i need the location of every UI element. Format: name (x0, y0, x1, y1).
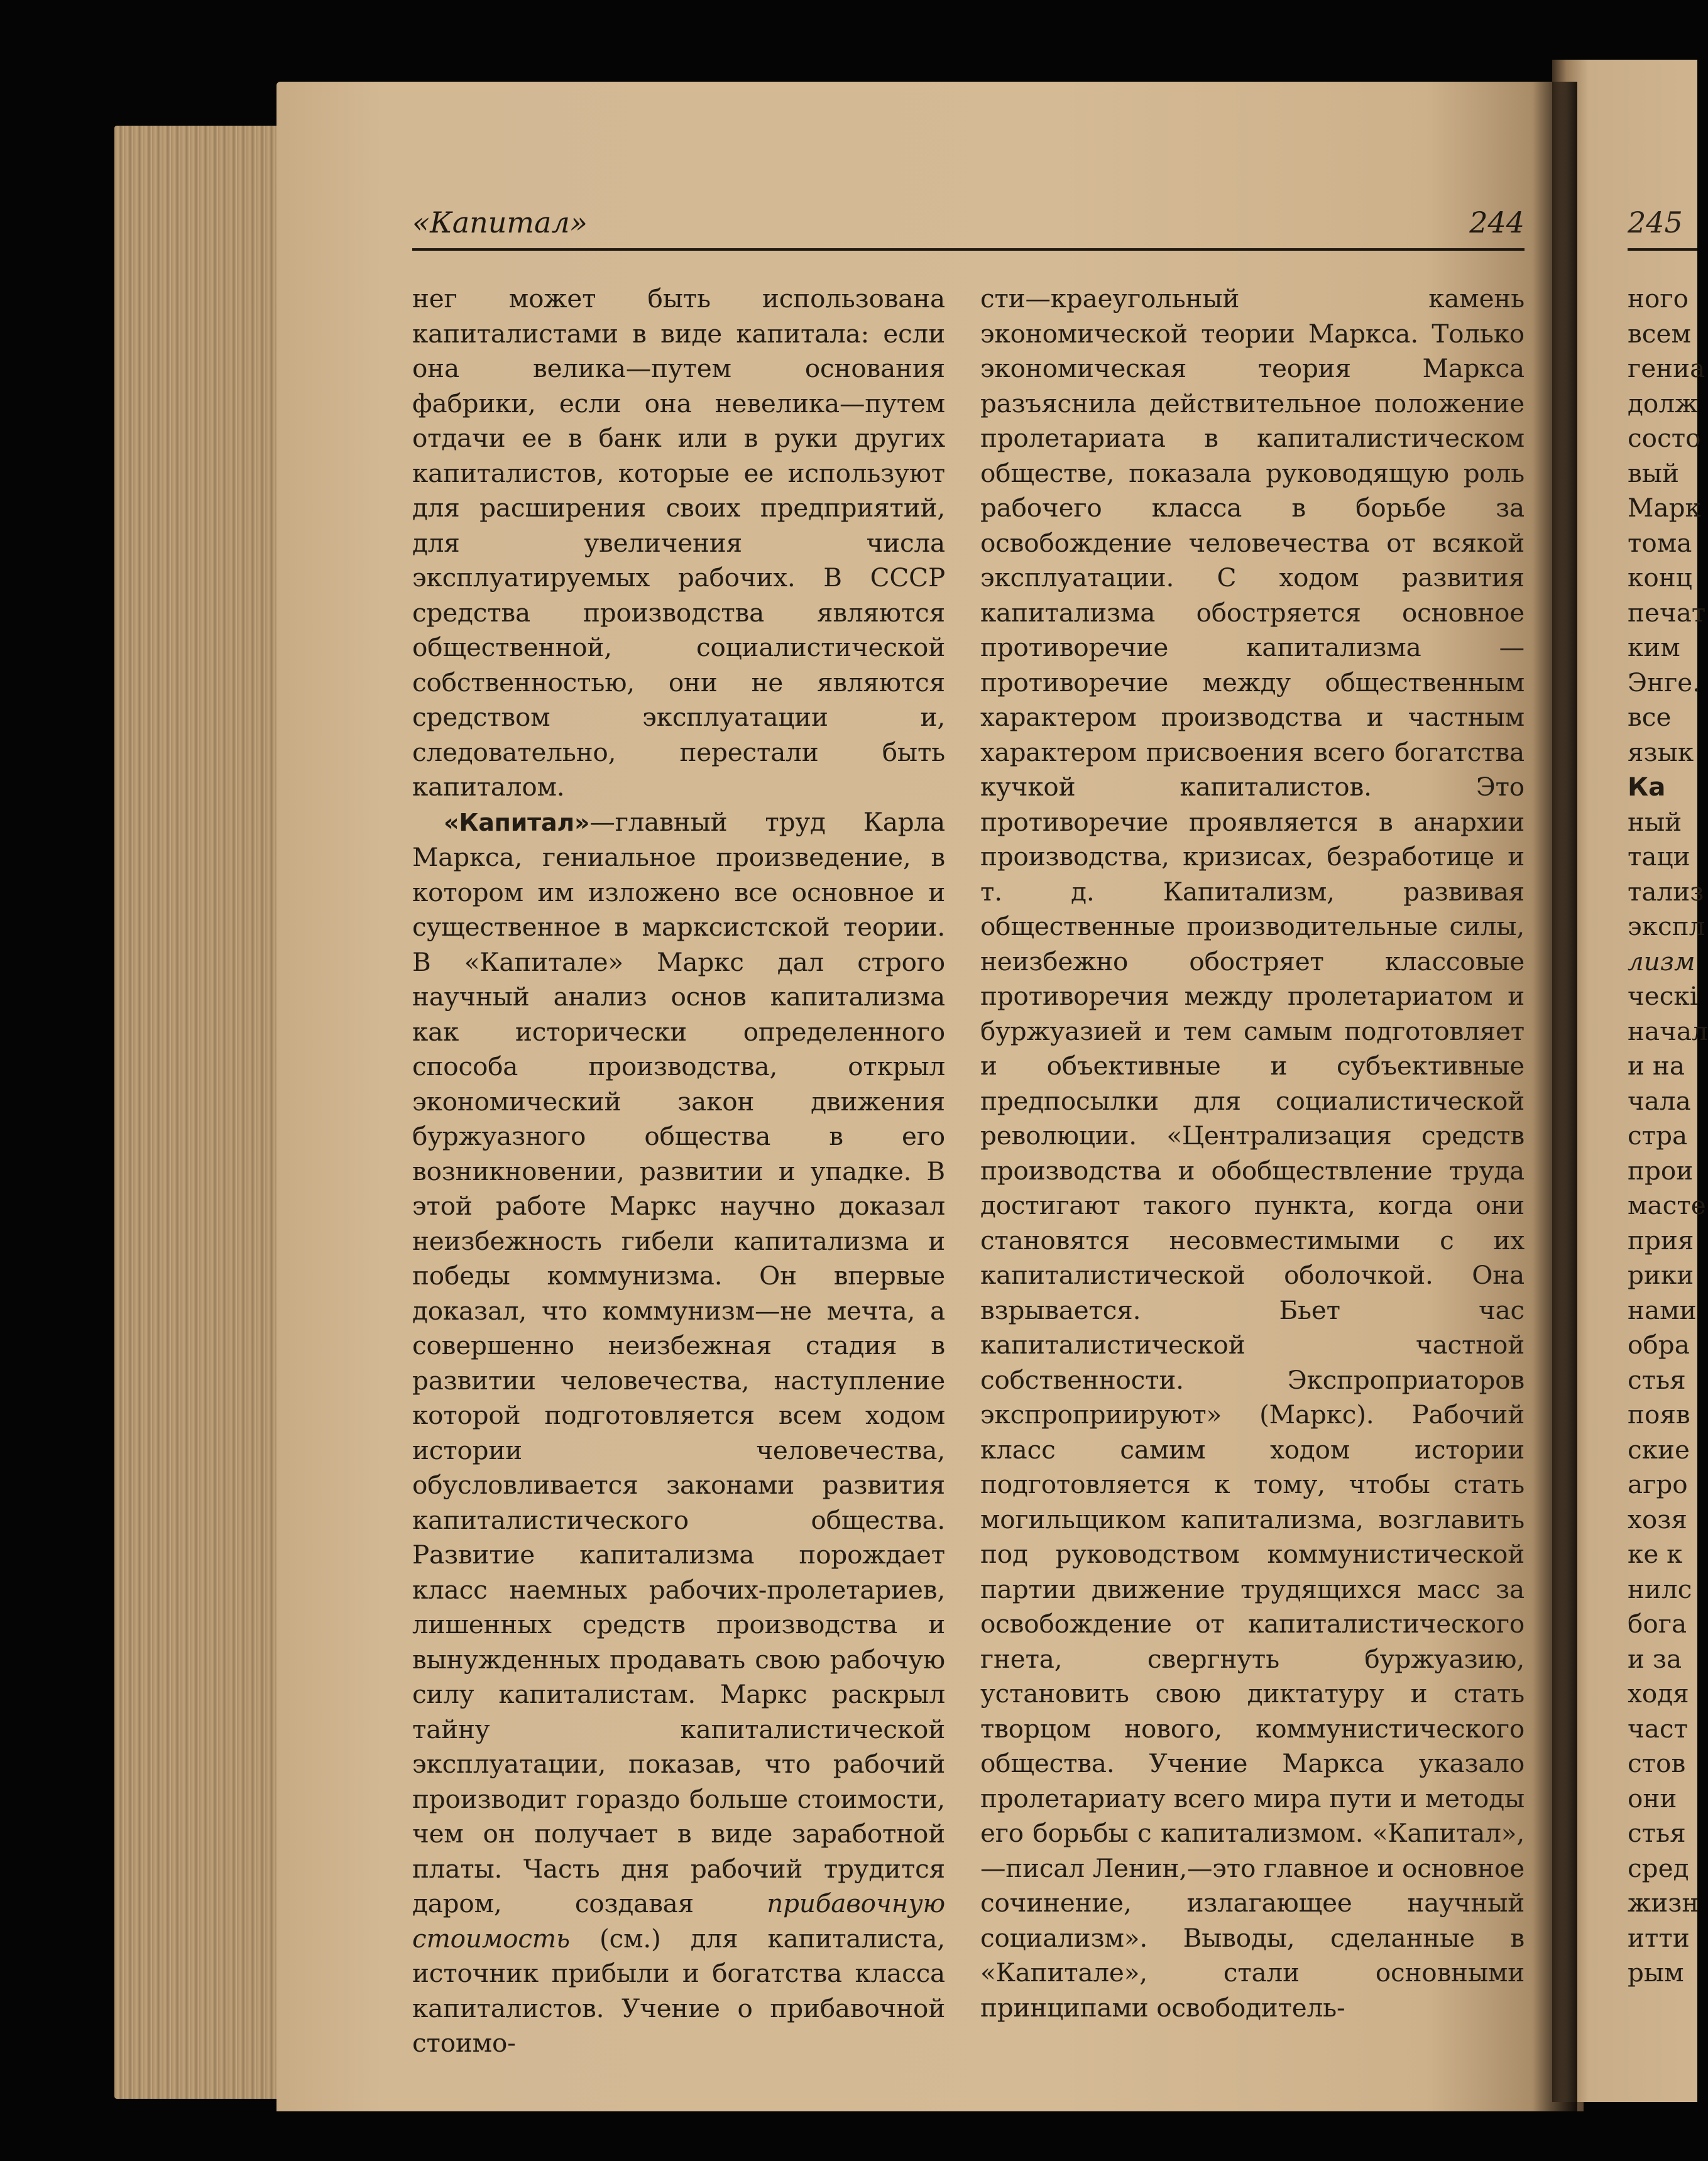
running-head: «Капитал» (412, 205, 588, 239)
fragment-line: долж (1628, 388, 1699, 419)
fragment-line: ческі (1628, 981, 1698, 1011)
fragment-line: част (1628, 1713, 1689, 1744)
fragment-line: гениа (1628, 353, 1705, 383)
fragment-line: прия (1628, 1225, 1694, 1256)
fragment-line: и за (1628, 1643, 1682, 1674)
fragment-line: таци (1628, 841, 1690, 872)
right-page-text-fragment (1628, 282, 1708, 1991)
fragment-line: печат (1628, 597, 1706, 628)
fragment-line: сред (1628, 1852, 1689, 1883)
fragment-line: они (1628, 1783, 1677, 1814)
fragment-line: нилс (1628, 1573, 1692, 1604)
fragment-line: ходя (1628, 1678, 1689, 1709)
fragment-line: нами (1628, 1294, 1697, 1325)
fragment-line: стов (1628, 1748, 1686, 1778)
fragment-line: ного (1628, 283, 1689, 314)
fragment-line: все (1628, 702, 1672, 732)
entry-text-continued: (см.) для капиталиста, источник прибыли и богатства класса капиталистов. Учение о прибавочной стоимо- (412, 1923, 945, 2058)
fragment-line: рики (1628, 1260, 1694, 1290)
fragment-line: стра (1628, 1120, 1688, 1151)
fragment-line: бога (1628, 1609, 1687, 1639)
fragment-line: чала (1628, 1085, 1691, 1116)
fragment-line: масте (1628, 1190, 1706, 1220)
fragment-line: рым (1628, 1957, 1684, 1988)
page-number-right: 245 (1628, 205, 1683, 239)
fragment-line: и на (1628, 1051, 1685, 1081)
right-page-header (1628, 192, 1697, 251)
fragment-line: состо (1628, 423, 1701, 453)
fragment-line: стья (1628, 1818, 1686, 1848)
fragment-line: конц (1628, 562, 1692, 593)
fragment-line: обра (1628, 1330, 1690, 1360)
book-gutter-shadow (1533, 82, 1577, 2111)
fragment-line: экспл (1628, 911, 1705, 941)
fragment-line: ке к (1628, 1539, 1683, 1569)
fragment-line: жизн (1628, 1888, 1699, 1918)
fragment-line: итти (1628, 1922, 1690, 1953)
entry-kapital (412, 805, 945, 2061)
fragment-line: агро (1628, 1469, 1688, 1499)
fragment-line: Марк (1628, 493, 1701, 523)
paragraph: сти—краеугольный камень экономической теории Маркса. Только экономическая теория Маркса разъяснила действительное положение пролетариата в капиталистическом обществе, показала руководящую роль рабочего класса в борьбе за освобождение человечества от всякой эксплуатации. С ходом развития капитализма обостряется основное противоречие капитализма — противоречие между общественным характером производства и частным характером присвоения всего богатства кучкой капиталистов. Это противоречие проявляется в анархии производства, кризисах, безработице и т. д. Капитализм, развивая общественные производительные силы, неизбежно обостряет классовые противоречия между пролетариатом и буржуазией и тем самым подготовляет и объективные и субъективные предпосылки для социалистической революции. «Централизация средств производства и обобществление труда достигают такого пункта, когда они становятся несовместимыми с их капиталистической оболочкой. Она взрывается. Бьет час капиталистической частной собственности. Экспроприаторов экспроприируют» (Маркс). Рабочий класс самим ходом истории подготовляется к тому, чтобы стать могильщиком капитализма, возглавить под руководством коммунистической партии движение трудящихся масс за освобождение от капиталистического гнета, свергнуть буржуазию, установить свою диктатуру и стать творцом нового, коммунистического общества. Учение Маркса указало пролетариату всего мира пути и методы его борьбы с капитализмом. «Капитал»,—писал Ленин,—это главное и основное сочинение, излагающее научный социализм». Выводы, сделанные в «Капитале», стали основными принципами освободитель- (980, 283, 1525, 2023)
page-header (412, 192, 1525, 251)
fragment-line: стья (1628, 1364, 1686, 1395)
fragment-line: тализ (1628, 876, 1704, 907)
fragment-line: Ка (1628, 772, 1666, 802)
paragraph: нег может быть использована капиталистами в виде капитала: если она велика—путем основания фабрики, если она невелика—путем отдачи ее в банк или в руки других капиталистов, которые ее используют для расширения своих предприятий, для увеличения числа эксплуатируемых рабочих. В СССР средства производства являются общественной, социалистической собственностью, они не являются средством эксплуатации и, следовательно, перестали быть капиталом. (412, 283, 945, 802)
fragment-line: вый (1628, 457, 1680, 488)
middle-text-column (980, 282, 1525, 2025)
fragment-line: Энге. (1628, 667, 1701, 698)
fragment-line: начал (1628, 1015, 1708, 1046)
fragment-line: лизм (1628, 946, 1695, 977)
fragment-line: ный (1628, 806, 1682, 837)
left-text-column (412, 282, 945, 2061)
fragment-line: хозя (1628, 1504, 1687, 1535)
fragment-line: ские (1628, 1434, 1690, 1465)
fragment-line: тома (1628, 527, 1692, 558)
fragment-line: язык (1628, 736, 1694, 767)
page-number-left: 244 (1469, 205, 1525, 239)
cross-reference: прибавочную стоимость (412, 1888, 945, 1954)
fragment-line: ким (1628, 632, 1680, 662)
fragment-line: всем (1628, 318, 1691, 349)
fragment-line: прои (1628, 1155, 1694, 1186)
fragment-line: появ (1628, 1399, 1690, 1430)
page-block-edges (114, 126, 297, 2099)
entry-text: —главный труд Карла Маркса, гениальное произведение, в котором им изложено все основное и существенное в марксистской теории. В «Капитале» Маркс дал строго научный анализ основ капитализма как исторически определенного способа производства, открыл экономический закон движения буржуазного общества в его возникновении, развитии и упадке. В этой работе Маркс научно доказал неизбежность гибели капитализма и победы коммунизма. Он впервые доказал, что коммунизм—не мечта, а совершенно неизбежная стадия в развитии человечества, наступление которой подготовляется всем ходом истории человечества, обусловливается законами развития капиталистического общества. Развитие капитализма порождает класс наемных рабочих-пролетариев, лишенных средств производства и вынужденных продавать свою рабочую силу капиталистам. Маркс раскрыл тайну капиталистической эксплуатации, показав, что рабочий производит гораздо больше стоимости, чем он получает в виде заработной платы. Часть дня рабочий трудится даром, создавая (412, 806, 945, 1918)
entry-term: «Капитал» (444, 808, 590, 836)
